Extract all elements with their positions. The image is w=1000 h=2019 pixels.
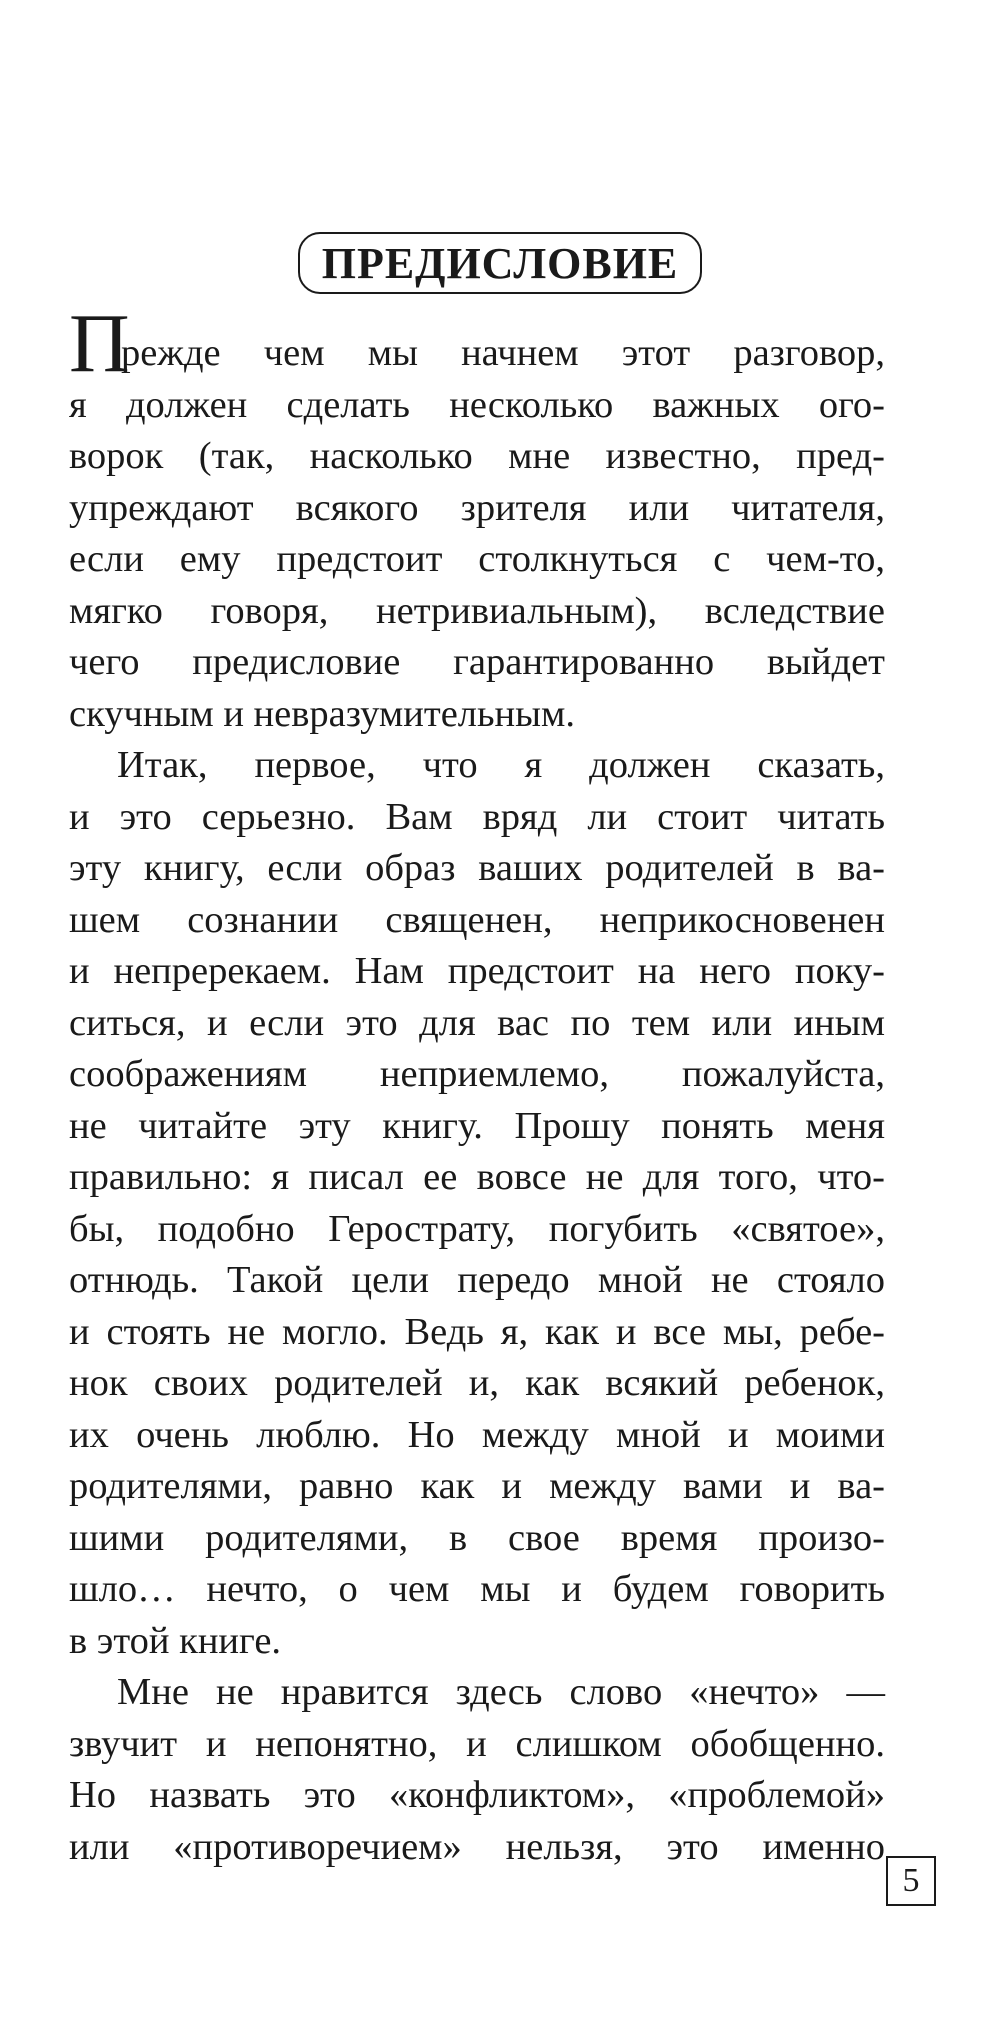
text-line: скучным и невразумительным. xyxy=(69,692,576,735)
text-line: не читайте эту книгу. Прошу понять меня xyxy=(69,1104,885,1147)
drop-cap: П xyxy=(69,297,130,390)
text-line: шло… нечто, о чем мы и будем говорить xyxy=(69,1568,885,1610)
body-text xyxy=(69,297,885,1873)
heading-container xyxy=(0,232,1000,294)
text-line: я должен сделать несколько важных ого- xyxy=(69,383,885,426)
text-line: Мне не нравится здесь слово «нечто» — xyxy=(117,1671,885,1713)
text-line: упреждают всякого зрителя или читателя, xyxy=(69,486,885,529)
text-line: в этой книге. xyxy=(69,1619,282,1662)
text-line: соображениям неприемлемо, пожалуйста, xyxy=(69,1053,885,1095)
text-line: шем сознании священен, неприкосновенен xyxy=(69,898,885,941)
text-line: бы, подобно Герострату, погубить «святое», xyxy=(69,1207,885,1250)
text-line: ворок (так, насколько мне известно, пред- xyxy=(69,435,885,477)
text-line: ситься, и если это для вас по тем или иным xyxy=(69,1001,885,1044)
text-line: чего предисловие гарантированно выйдет xyxy=(69,641,885,683)
text-line: или «противоречием» нельзя, это именно xyxy=(69,1825,885,1868)
text-line: и стоять не могло. Ведь я, как и все мы, ребе- xyxy=(69,1310,885,1353)
text-line: Итак, первое, что я должен сказать, xyxy=(117,744,885,786)
text-line: звучит и непонятно, и слишком обобщенно. xyxy=(69,1722,885,1765)
text-line: если ему предстоит столкнуться с чем-то, xyxy=(69,538,885,580)
text-line: отнюдь. Такой цели передо мной не стояло xyxy=(69,1259,885,1301)
text-line: нок своих родителей и, как всякий ребенок, xyxy=(69,1362,885,1404)
text-line: эту книгу, если образ ваших родителей в ва- xyxy=(69,847,885,889)
text-line: мягко говоря, нетривиальным), вследствие xyxy=(69,589,885,632)
text-line: Но назвать это «конфликтом», «проблемой» xyxy=(69,1774,885,1816)
text-line: правильно: я писал ее вовсе не для того, что- xyxy=(69,1156,885,1198)
text-line: их очень люблю. Но между мной и моими xyxy=(69,1413,885,1456)
text-line: и это серьезно. Вам вряд ли стоит читать xyxy=(69,795,885,838)
text-line: П режде чем мы начнем этот разговор, xyxy=(69,297,885,390)
chapter-heading: ПРЕДИСЛОВИЕ xyxy=(298,232,703,294)
text-line: родителями, равно как и между вами и ва- xyxy=(69,1465,885,1507)
text-line: и непререкаем. Нам предстоит на него поку- xyxy=(69,950,885,992)
text-line: шими родителями, в свое время произо- xyxy=(69,1516,885,1559)
page-number: 5 xyxy=(886,1856,936,1906)
